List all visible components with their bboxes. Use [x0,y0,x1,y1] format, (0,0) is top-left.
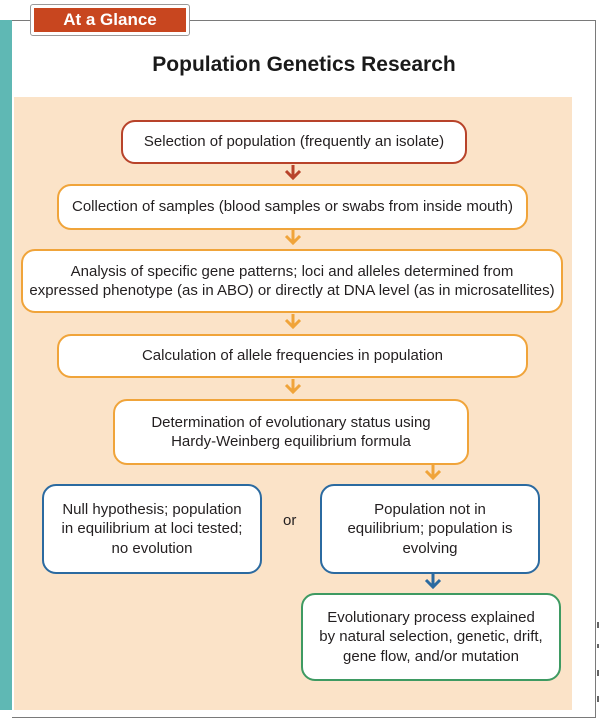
alt-line3: evolving [402,539,458,557]
null-line2: in equilibrium at loci tested; [61,520,243,538]
final-line1: Evolutionary process explained [327,608,535,626]
arrow-down-icon [423,465,443,483]
step-determination-line1: Determination of evolutionary status using [151,413,431,431]
arrow-down-icon [423,574,443,592]
step-determination-box [113,399,469,465]
null-hypothesis-box [42,484,262,574]
step-determination-line2: Hardy-Weinberg equilibrium formula [171,433,411,450]
step-collection-text: Collection of samples (blood samples or swabs from inside mouth) [71,198,514,216]
alt-line1: Population not in [374,500,486,518]
step-selection-box [121,120,467,164]
at-a-glance-tag [30,4,190,36]
side-marks [595,620,601,710]
arrow-down-icon [283,379,303,397]
arrow-down-icon [283,314,303,332]
step-analysis-box [21,249,563,313]
diagram-title: Population Genetics Research [152,53,456,76]
final-line2: by natural selection, genetic, drift, [319,628,543,646]
evolutionary-process-box [301,593,561,681]
step-analysis-line2: expressed phenotype (as in ABO) or directly at DNA level (as in microsatellites) [29,282,555,299]
step-analysis-line1: Analysis of specific gene patterns; loci and alleles determined from [70,262,514,280]
null-line3: no evolution [111,539,193,557]
or-label: or [283,512,297,529]
step-selection-text: Selection of population (frequently an isolate) [143,133,445,151]
null-line1: Null hypothesis; population [62,500,242,518]
arrow-down-icon [283,230,303,248]
not-in-equilibrium-box [320,484,540,574]
tag-label: At a Glance [34,8,186,32]
step-collection-box [57,184,528,230]
step-calculation-box [57,334,528,378]
arrow-down-icon [283,165,303,183]
teal-side-bar [0,20,12,710]
final-line3: gene flow, and/or mutation [343,647,519,665]
alt-line2: equilibrium; population is [347,520,513,538]
step-calculation-text: Calculation of allele frequencies in population [141,347,444,365]
